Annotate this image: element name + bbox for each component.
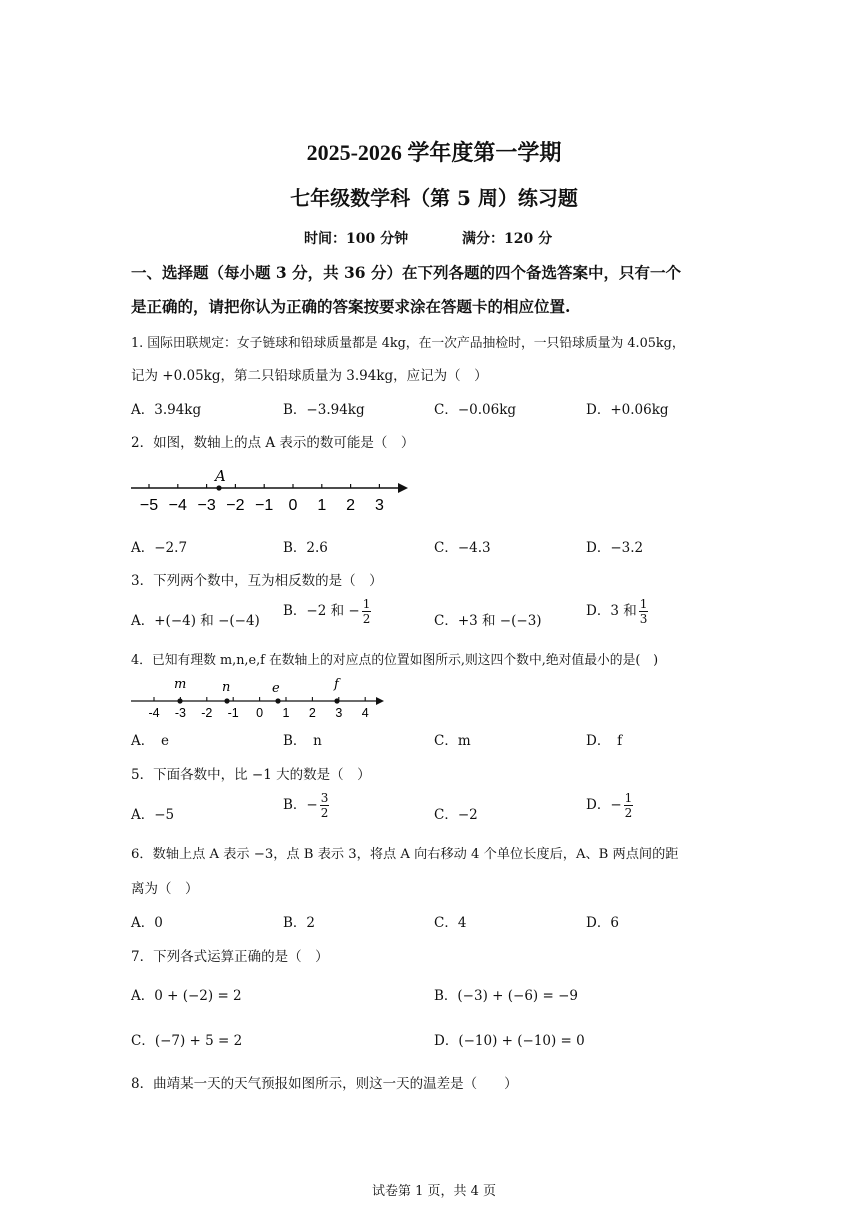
q4-point-f [334, 698, 339, 703]
q4-tick-label: -2 [201, 706, 213, 720]
q3-option-d-fraction [639, 597, 649, 626]
q5-option-d-numerator: 1 [624, 791, 633, 805]
q3-option-d-prefix: D．3 和 [586, 603, 637, 619]
q7-text: 7．下列各式运算正确的是（ ） [131, 949, 329, 965]
q5-option-d-fraction [624, 791, 634, 820]
section-heading-line2: 是正确的，请把你认为正确的答案按要求涂在答题卡的相应位置. [131, 297, 571, 316]
q4-tick-label: 0 [256, 706, 264, 720]
q4-label-m: m [174, 677, 187, 692]
q1-line2: 记为 +0.05kg，第二只铅球质量为 3.94kg，应记为（ ） [131, 368, 488, 384]
q4-tick-label: 2 [308, 706, 316, 720]
q6-line2: 离为（ ） [131, 881, 199, 897]
q3-option-b-denominator: 2 [362, 612, 371, 626]
q4-tick-label: 3 [335, 706, 343, 720]
page-footer: 试卷第 1 页，共 4 页 [371, 1184, 497, 1199]
q8-text: 8．曲靖某一天的天气预报如图所示，则这一天的温差是（ ） [131, 1076, 518, 1092]
q2-tick-label: 3 [374, 497, 384, 514]
q3-option-c[interactable]: C．+3 和 −(−3) [434, 613, 542, 629]
q6-line1: 6．数轴上点 A 表示 −3，点 B 表示 3，将点 A 向右移动 4 个单位长度后，A、B 两点间的距 [131, 847, 679, 862]
q2-option-c[interactable]: C．−4.3 [434, 540, 491, 556]
exam-score: 满分：120 分 [462, 231, 553, 247]
q5-text: 5．下面各数中，比 −1 大的数是（ ） [131, 767, 371, 783]
exam-subtitle: 七年级数学科（第 5 周）练习题 [290, 186, 578, 210]
q4-option-a[interactable]: A． e [131, 733, 169, 749]
q4-option-c[interactable]: C．m [434, 733, 471, 749]
q3-option-d-numerator: 1 [639, 597, 648, 611]
q2-option-b[interactable]: B．2.6 [283, 540, 328, 556]
q1-line1: 1. 国际田联规定：女子链球和铅球质量都是 4kg，在一次产品抽检时，一只铅球质量为 4.05kg， [131, 336, 685, 351]
q7-option-d[interactable]: D．(−10) + (−10) = 0 [434, 1033, 585, 1049]
q2-point-label: A [215, 467, 226, 485]
q3-option-b[interactable] [283, 597, 371, 626]
exam-title: 2025-2026 学年度第一学期 [306, 140, 562, 165]
q1-option-a[interactable]: A．3.94kg [131, 402, 202, 418]
q4-option-d[interactable]: D． f [586, 733, 623, 749]
q4-tick-label: -4 [148, 706, 160, 720]
q2-tick-label: 1 [317, 497, 327, 514]
q4-label-e: e [272, 681, 280, 696]
q4-point-e [275, 698, 280, 703]
q4-label-f: f [334, 677, 339, 692]
q5-option-b-numerator: 3 [320, 791, 329, 805]
q2-tick-label: −3 [197, 497, 216, 514]
q2-tick-label: −1 [255, 497, 274, 514]
exam-time: 时间：100 分钟 [304, 231, 409, 247]
q2-tick-label: −2 [226, 497, 245, 514]
q4-text: 4．已知有理数 m,n,e,f 在数轴上的对应点的位置如图所示,则这四个数中,绝对值最小的是( ) [131, 653, 659, 668]
q1-option-b[interactable]: B．−3.94kg [283, 402, 365, 418]
q2-tick-label: 0 [288, 497, 298, 514]
q6-option-d[interactable]: D．6 [586, 915, 619, 931]
q3-option-d[interactable] [586, 597, 648, 626]
q6-option-a[interactable]: A．0 [131, 915, 163, 931]
q5-option-a[interactable]: A．−5 [131, 807, 175, 823]
q4-point-n [224, 698, 229, 703]
q3-option-b-fraction [362, 597, 372, 626]
q5-option-c[interactable]: C．−2 [434, 807, 478, 823]
q4-point-m [177, 698, 182, 703]
q6-option-c[interactable]: C．4 [434, 915, 467, 931]
q1-option-c[interactable]: C．−0.06kg [434, 402, 517, 418]
q4-number-line [126, 672, 388, 722]
q3-option-d-denominator: 3 [639, 612, 648, 626]
q5-option-b-prefix: B．− [283, 797, 318, 813]
q4-label-n: n [222, 680, 231, 695]
q2-option-d[interactable]: D．−3.2 [586, 540, 644, 556]
q2-tick-label: −5 [139, 497, 159, 514]
q4-tick-label: -1 [227, 706, 239, 720]
q2-tick-label: −4 [168, 497, 187, 514]
q2-tick-label: 2 [346, 497, 356, 514]
q5-option-d[interactable] [586, 791, 633, 820]
q5-option-d-denominator: 2 [624, 806, 633, 820]
q5-option-b-denominator: 2 [320, 806, 329, 820]
q5-option-d-prefix: D．− [586, 797, 622, 813]
q2-number-line [126, 466, 416, 518]
q3-option-b-numerator: 1 [362, 597, 371, 611]
q7-option-a[interactable]: A．0 + (−2) = 2 [131, 988, 242, 1004]
q7-option-c[interactable]: C．(−7) + 5 = 2 [131, 1033, 243, 1049]
q4-tick-label: -3 [174, 706, 186, 720]
q2-option-a[interactable]: A．−2.7 [131, 540, 188, 556]
q5-option-b-fraction [320, 791, 330, 820]
q4-option-b[interactable]: B． n [283, 733, 322, 749]
q1-option-d[interactable]: D．+0.06kg [586, 402, 669, 418]
q4-tick-label: 1 [282, 706, 290, 720]
q6-option-b[interactable]: B．2 [283, 915, 316, 931]
q3-text: 3．下列两个数中，互为相反数的是（ ） [131, 573, 383, 589]
section-heading-line1: 一、选择题（每小题 3 分，共 36 分）在下列各题的四个备选答案中，只有一个 [131, 263, 681, 282]
q5-option-b[interactable] [283, 791, 329, 820]
q3-option-b-prefix: B．−2 和 − [283, 603, 360, 619]
q7-option-b[interactable]: B．(−3) + (−6) = −9 [434, 988, 578, 1004]
q2-text: 2．如图，数轴上的点 A 表示的数可能是（ ） [131, 435, 415, 451]
q4-tick-label: 4 [361, 706, 369, 720]
q3-option-a[interactable]: A．+(−4) 和 −(−4) [131, 613, 260, 629]
q2-point-a [216, 485, 221, 490]
